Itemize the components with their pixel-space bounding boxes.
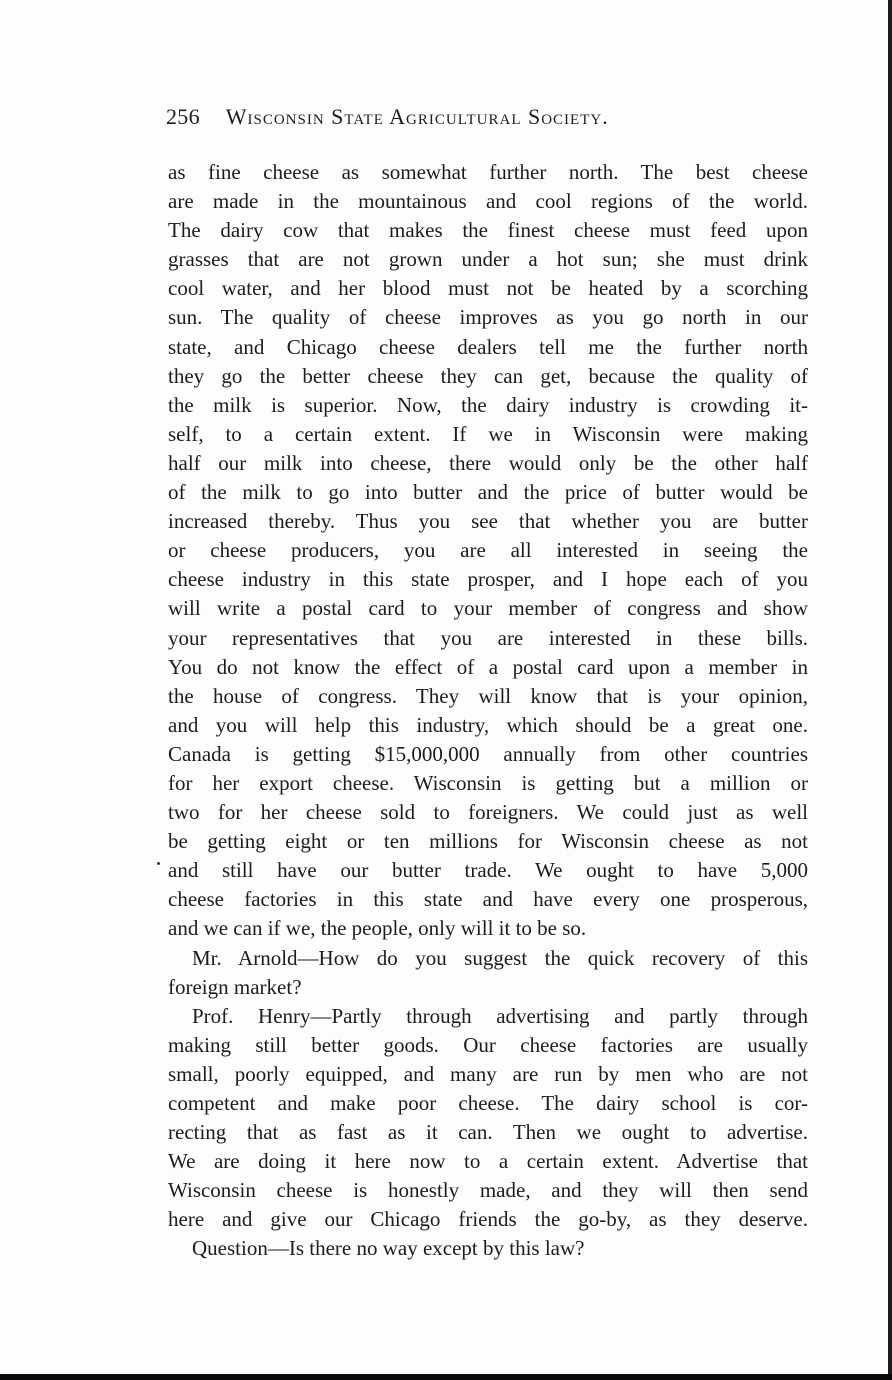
text-line: two for her cheese sold to foreigners. We could just as well	[168, 800, 808, 825]
text-line: Canada is getting $15,000,000 annually from other countries	[168, 741, 808, 766]
text-line: be getting eight or ten millions for Wisconsin cheese as not	[168, 829, 808, 854]
text-line: half our milk into cheese, there would only be the other half	[168, 450, 808, 475]
text-line: the milk is superior. Now, the dairy industry is crowding it-	[168, 392, 808, 417]
text-line: You do not know the effect of a postal card upon a member in	[168, 654, 808, 679]
text-line: as fine cheese as somewhat further north. The best cheese	[168, 160, 808, 184]
body-text	[168, 158, 808, 1264]
text-line: and we can if we, the people, only will it to be so.	[168, 916, 587, 941]
page-number: 256	[166, 104, 200, 129]
text-line: and you will help this industry, which should be a great one.	[168, 712, 808, 737]
text-line: for her export cheese. Wisconsin is getting but a million or	[168, 770, 808, 795]
text-line: here and give our Chicago friends the go-by, as they deserve.	[168, 1207, 808, 1232]
text-line: We are doing it here now to a certain extent. Advertise that	[168, 1149, 808, 1174]
text-line: cool water, and her blood must not be heated by a scorching	[168, 276, 808, 301]
text-line: foreign market?	[168, 974, 302, 999]
text-line: Wisconsin cheese is honestly made, and they will then send	[168, 1178, 808, 1203]
running-title: Wisconsin State Agricultural Society.	[225, 104, 609, 129]
text-line: competent and make poor cheese. The dairy school is cor-	[168, 1091, 808, 1115]
text-line: or cheese producers, you are all interested in seeing the	[168, 538, 808, 563]
stray-ink-mark	[157, 862, 160, 865]
text-line: The dairy cow that makes the finest cheese must feed upon	[168, 218, 808, 243]
text-line: sun. The quality of cheese improves as you go north in our	[168, 305, 808, 330]
text-line: cheese industry in this state prosper, and I hope each of you	[168, 567, 808, 592]
text-line: Prof. Henry—Partly through advertising and partly through	[192, 1003, 808, 1028]
text-line: of the milk to go into butter and the price of butter would be	[168, 480, 808, 505]
scan-edge-right	[888, 0, 892, 1380]
text-line: Mr. Arnold—How do you suggest the quick recovery of this	[192, 945, 808, 970]
text-line: self, to a certain extent. If we in Wisconsin were making	[168, 421, 808, 446]
text-line: the house of congress. They will know that is your opinion,	[168, 683, 808, 708]
text-line: cheese factories in this state and have every one prosperous,	[168, 887, 808, 912]
scan-edge-bottom	[0, 1374, 892, 1380]
text-line: grasses that are not grown under a hot sun; she must drink	[168, 247, 808, 272]
text-line: recting that as fast as it can. Then we ought to advertise.	[168, 1120, 808, 1145]
text-line: are made in the mountainous and cool regions of the world.	[168, 189, 808, 214]
text-line: state, and Chicago cheese dealers tell me the further north	[168, 334, 808, 359]
text-line: small, poorly equipped, and many are run by men who are not	[168, 1061, 808, 1086]
page-header	[166, 104, 806, 134]
text-line: and still have our butter trade. We ought to have 5,000	[168, 858, 808, 883]
text-line: increased thereby. Thus you see that whether you are butter	[168, 509, 808, 534]
text-line: making still better goods. Our cheese factories are usually	[168, 1032, 808, 1057]
text-line: will write a postal card to your member of congress and show	[168, 596, 808, 621]
text-line: your representatives that you are interested in these bills.	[168, 625, 808, 650]
text-line: Question—Is there no way except by this law?	[192, 1236, 585, 1261]
text-line: they go the better cheese they can get, because the quality of	[168, 363, 808, 388]
